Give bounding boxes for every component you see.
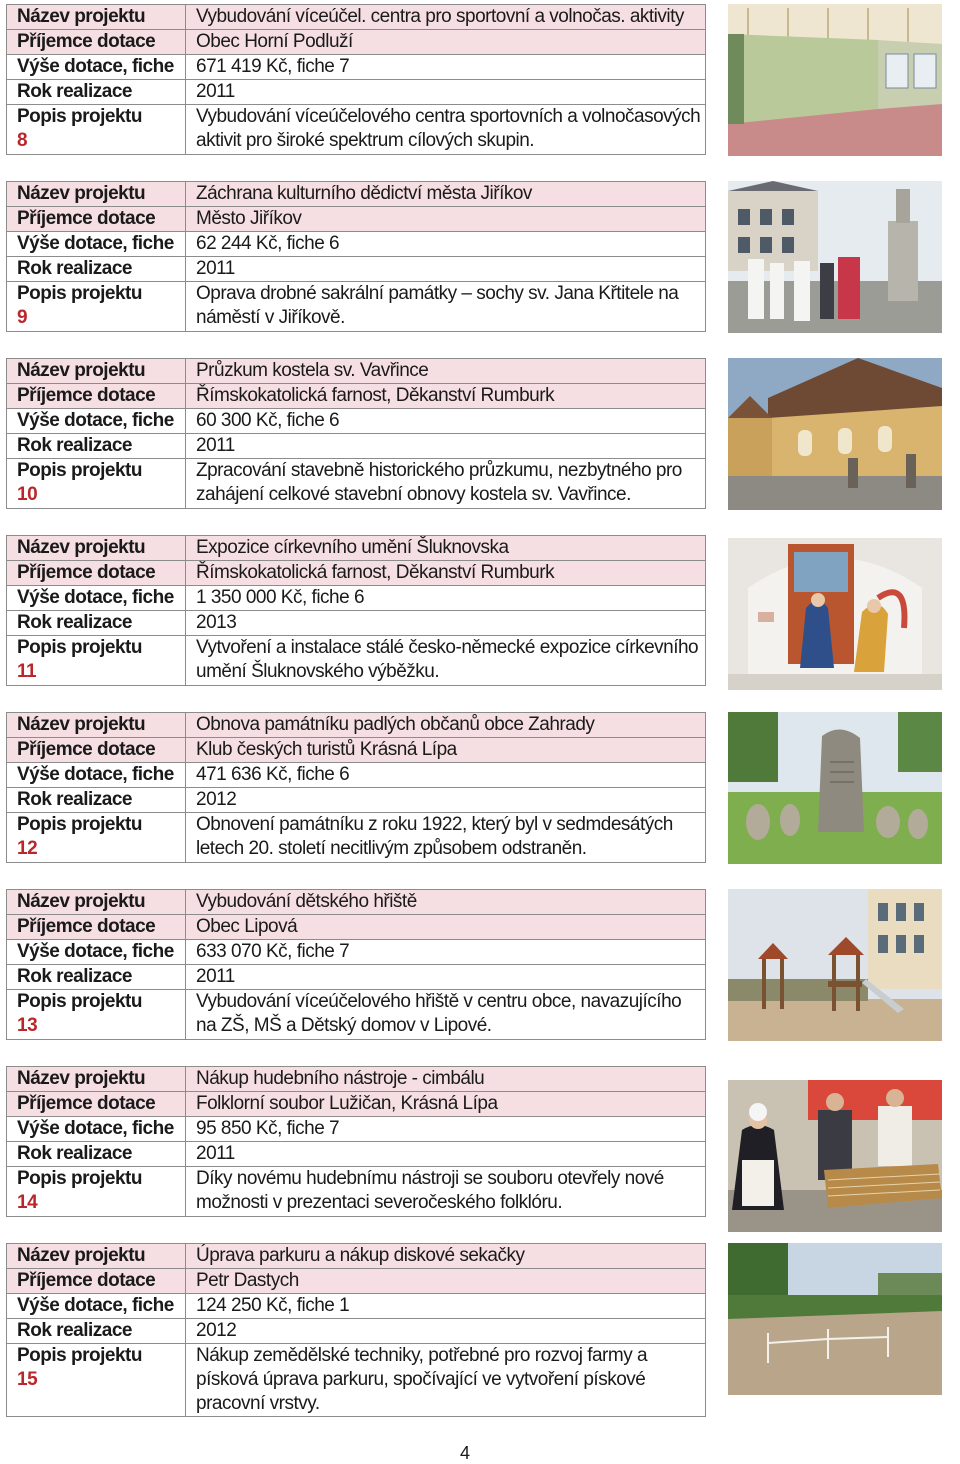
project-number: 15: [17, 1369, 38, 1390]
project-year: 2011: [186, 434, 706, 459]
project-number: 8: [17, 130, 28, 151]
project-block-10: [0, 354, 960, 509]
project-name: Záchrana kulturního dědictví města Jiříkov: [186, 182, 706, 207]
label-popis: Popis projektu: [17, 460, 142, 481]
project-name: Úprava parkuru a nákup diskové sekačky: [186, 1244, 706, 1269]
project-recipient: Obec Horní Podluží: [186, 30, 706, 55]
project-table: [6, 712, 706, 863]
label-prijemce: Příjemce dotace: [7, 1092, 186, 1117]
project-photo-playground: [728, 889, 942, 1041]
label-rok: Rok realizace: [7, 1319, 186, 1344]
project-name: Vybudování dětského hřiště: [186, 890, 706, 915]
project-amount: 62 244 Kč, fiche 6: [186, 232, 706, 257]
project-number: 11: [17, 661, 37, 682]
project-table: [6, 889, 706, 1040]
label-prijemce: Příjemce dotace: [7, 738, 186, 763]
project-block-11: [0, 531, 960, 686]
label-prijemce: Příjemce dotace: [7, 915, 186, 940]
project-description: Oprava drobné sakrální památky – sochy sv. Jana Křtitele na náměstí v Jiříkově.: [186, 282, 706, 332]
label-popis-cell: [7, 636, 186, 686]
label-popis: Popis projektu: [17, 637, 142, 658]
project-recipient: Petr Dastych: [186, 1269, 706, 1294]
project-recipient: Město Jiříkov: [186, 207, 706, 232]
label-rok: Rok realizace: [7, 965, 186, 990]
project-amount: 95 850 Kč, fiche 7: [186, 1117, 706, 1142]
project-year: 2011: [186, 1142, 706, 1167]
project-number: 10: [17, 484, 38, 505]
label-nazev: Název projektu: [7, 359, 186, 384]
project-year: 2012: [186, 1319, 706, 1344]
label-nazev: Název projektu: [7, 890, 186, 915]
label-nazev: Název projektu: [7, 5, 186, 30]
label-nazev: Název projektu: [7, 1244, 186, 1269]
project-amount: 633 070 Kč, fiche 7: [186, 940, 706, 965]
project-recipient: Klub českých turistů Krásná Lípa: [186, 738, 706, 763]
label-popis: Popis projektu: [17, 814, 142, 835]
label-nazev: Název projektu: [7, 713, 186, 738]
label-popis: Popis projektu: [17, 991, 142, 1012]
label-rok: Rok realizace: [7, 611, 186, 636]
label-popis-cell: [7, 105, 186, 155]
project-number: 12: [17, 838, 38, 859]
label-rok: Rok realizace: [7, 434, 186, 459]
label-vyse: Výše dotace, fiche: [7, 232, 186, 257]
project-amount: 671 419 Kč, fiche 7: [186, 55, 706, 80]
page-number: 4: [459, 1443, 470, 1463]
label-popis: Popis projektu: [17, 283, 142, 304]
project-amount: 60 300 Kč, fiche 6: [186, 409, 706, 434]
label-popis-cell: [7, 990, 186, 1040]
label-vyse: Výše dotace, fiche: [7, 940, 186, 965]
project-number: 9: [17, 307, 28, 328]
label-popis-cell: [7, 459, 186, 509]
project-photo-folk-musicians: [728, 1080, 942, 1232]
project-amount: 124 250 Kč, fiche 1: [186, 1294, 706, 1319]
label-rok: Rok realizace: [7, 80, 186, 105]
label-prijemce: Příjemce dotace: [7, 384, 186, 409]
label-popis: Popis projektu: [17, 106, 142, 127]
label-nazev: Název projektu: [7, 536, 186, 561]
project-description: Nákup zemědělské techniky, potřebné pro rozvoj farmy a písková úprava parkuru, spočívající ve vytvoření pískové pracovní vrstvy.: [186, 1344, 706, 1417]
project-number: 13: [17, 1015, 38, 1036]
project-year: 2011: [186, 80, 706, 105]
project-year: 2013: [186, 611, 706, 636]
label-prijemce: Příjemce dotace: [7, 30, 186, 55]
project-description: Zpracování stavebně historického průzkumu, nezbytného pro zahájení celkové stavební obnovy kostela sv. Vavřince.: [186, 459, 706, 509]
project-block-15: [0, 1239, 960, 1414]
project-photo-church: [728, 358, 942, 510]
project-block-8: [0, 0, 960, 155]
project-name: Nákup hudebního nástroje - cimbálu: [186, 1067, 706, 1092]
label-vyse: Výše dotace, fiche: [7, 1117, 186, 1142]
project-table: [6, 358, 706, 509]
project-description: Obnovení památníku z roku 1922, který byl v sedmdesátých letech 20. století necitlivým způsobem odstraněn.: [186, 813, 706, 863]
project-description: Vybudování víceúčelového hřiště v centru obce, navazujícího na ZŠ, MŠ a Dětský domov v Lipové.: [186, 990, 706, 1040]
project-table: [6, 1243, 706, 1417]
project-block-12: [0, 708, 960, 863]
label-vyse: Výše dotace, fiche: [7, 409, 186, 434]
label-rok: Rok realizace: [7, 788, 186, 813]
label-nazev: Název projektu: [7, 1067, 186, 1092]
project-description: Díky novému hudebnímu nástroji se souboru otevřely nové možnosti v prezentaci severočeského folklóru.: [186, 1167, 706, 1217]
project-recipient: Obec Lipová: [186, 915, 706, 940]
project-year: 2011: [186, 965, 706, 990]
label-prijemce: Příjemce dotace: [7, 207, 186, 232]
project-recipient: Římskokatolická farnost, Děkanství Rumburk: [186, 384, 706, 409]
project-recipient: Římskokatolická farnost, Děkanství Rumburk: [186, 561, 706, 586]
project-number: 14: [17, 1192, 38, 1213]
label-popis: Popis projektu: [17, 1168, 142, 1189]
label-prijemce: Příjemce dotace: [7, 561, 186, 586]
project-table: [6, 1066, 706, 1217]
project-photo-statue: [728, 181, 942, 333]
project-table: [6, 4, 706, 155]
project-photo-sports-hall: [728, 4, 942, 156]
project-photo-exhibition: [728, 538, 942, 690]
label-popis: Popis projektu: [17, 1345, 142, 1366]
label-vyse: Výše dotace, fiche: [7, 55, 186, 80]
label-popis-cell: [7, 282, 186, 332]
label-prijemce: Příjemce dotace: [7, 1269, 186, 1294]
project-block-14: [0, 1062, 960, 1217]
project-photo-memorial: [728, 712, 942, 864]
project-table: [6, 181, 706, 332]
project-name: Obnova památníku padlých občanů obce Zahrady: [186, 713, 706, 738]
project-recipient: Folklorní soubor Lužičan, Krásná Lípa: [186, 1092, 706, 1117]
project-block-13: [0, 885, 960, 1040]
project-amount: 471 636 Kč, fiche 6: [186, 763, 706, 788]
project-description: Vytvoření a instalace stálé česko-německé expozice církevního umění Šluknovského výběžku.: [186, 636, 706, 686]
project-year: 2011: [186, 257, 706, 282]
label-nazev: Název projektu: [7, 182, 186, 207]
project-table: [6, 535, 706, 686]
project-name: Vybudování víceúčel. centra pro sportovní a volnočas. aktivity: [186, 5, 706, 30]
label-rok: Rok realizace: [7, 257, 186, 282]
label-popis-cell: [7, 813, 186, 863]
label-popis-cell: [7, 1167, 186, 1217]
label-vyse: Výše dotace, fiche: [7, 763, 186, 788]
project-name: Průzkum kostela sv. Vavřince: [186, 359, 706, 384]
project-description: Vybudování víceúčelového centra sportovních a volnočasových aktivit pro široké spektrum cílových skupin.: [186, 105, 706, 155]
project-name: Expozice církevního umění Šluknovska: [186, 536, 706, 561]
label-popis-cell: [7, 1344, 186, 1417]
project-year: 2012: [186, 788, 706, 813]
label-vyse: Výše dotace, fiche: [7, 1294, 186, 1319]
label-rok: Rok realizace: [7, 1142, 186, 1167]
project-block-9: [0, 177, 960, 332]
project-amount: 1 350 000 Kč, fiche 6: [186, 586, 706, 611]
project-photo-riding-arena: [728, 1243, 942, 1395]
label-vyse: Výše dotace, fiche: [7, 586, 186, 611]
